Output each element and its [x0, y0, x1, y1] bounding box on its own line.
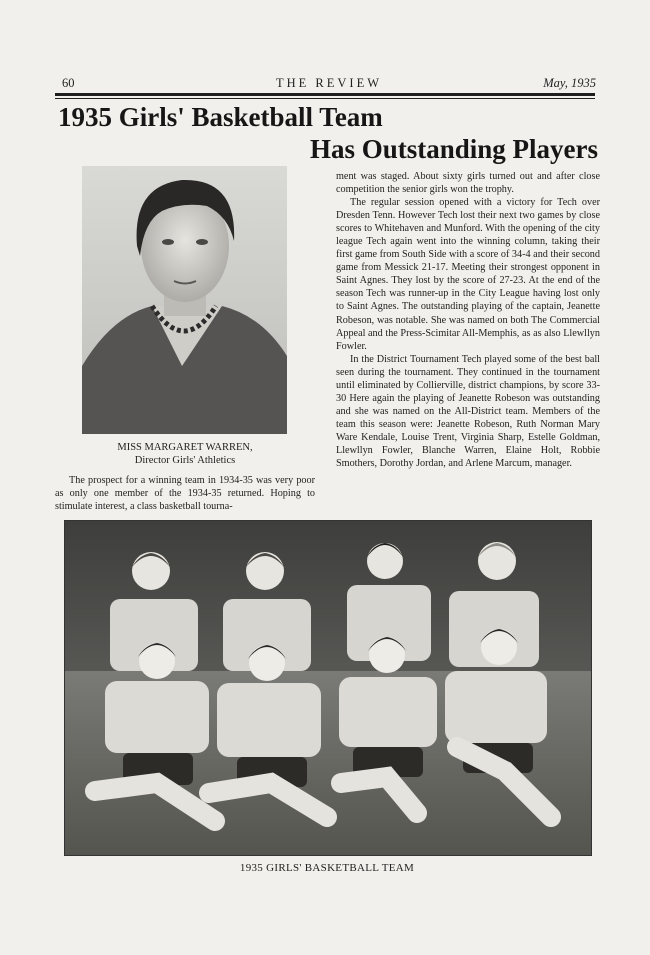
headline-line-1: 1935 Girls' Basketball Team — [58, 102, 383, 132]
magazine-title: THE REVIEW — [275, 76, 383, 90]
article-paragraph: The regular session opened with a victory for Tech over Dresden Tenn. However Tech lost their next two games by close scores to Whitehaven and Munford. With the opening of the city league Tech again went into the winning column, taking their first game from South Side with a score of 34-4 and their second game from Messick 21-17. Meeting their strongest opponent in Saint Agnes. They lost by the score of 27-23. At the end of the season Tech was runner-up in the City League having lost only to Saint Agnes. The outstanding playing of the captain, Jeanette Robeson, was notable. She was named on both The Commercial Appeal and the Press-Scimitar All-Memphis, as as also Llewllyn Fowler. — [336, 197, 600, 352]
team-photo — [64, 520, 592, 856]
headline-line-2: Has Outstanding Players — [309, 134, 598, 164]
article-right-column — [336, 170, 600, 470]
article-left-column — [55, 474, 315, 513]
running-header — [62, 76, 596, 92]
article-paragraph: ment was staged. About sixty girls turned out and after close competition the senior girls won the trophy. — [336, 171, 600, 196]
header-rule-thin — [55, 98, 595, 99]
article-paragraph: In the District Tournament Tech played some of the best ball seen during the tournament. They continued in the tournament until eliminated by Collierville, district champions, by score 33-30 Here again the playing of Jeanette Robeson was outstanding and she was named on the All-District team. Members of the team this season were: Jeanette Robeson, Ruth Norman Mary Ware Kendale, Louise Trent, Virginia Sharp, Estelle Goldman, Llewllyn Fowler, Blanche Warren, Elaine Holt, Robbie Smothers, Dorothy Jordan, and Arlene Marcum, manager. — [336, 353, 600, 470]
issue-date: May, 1935 — [543, 76, 596, 90]
page-number: 60 — [62, 76, 75, 90]
portrait-photo — [82, 166, 287, 434]
team-photo-caption: 1935 GIRLS' BASKETBALL TEAM — [239, 862, 415, 874]
portrait-caption — [70, 441, 300, 467]
portrait-caption-name: MISS MARGARET WARREN, — [117, 442, 253, 453]
portrait-caption-title: Director Girls' Athletics — [134, 455, 236, 466]
header-rule-thick — [55, 93, 595, 96]
article-paragraph: The prospect for a winning team in 1934-35 was very poor as only one member of the 1934-35 returned. Hoping to stimulate interest, a class basketball tourna- — [55, 475, 315, 513]
